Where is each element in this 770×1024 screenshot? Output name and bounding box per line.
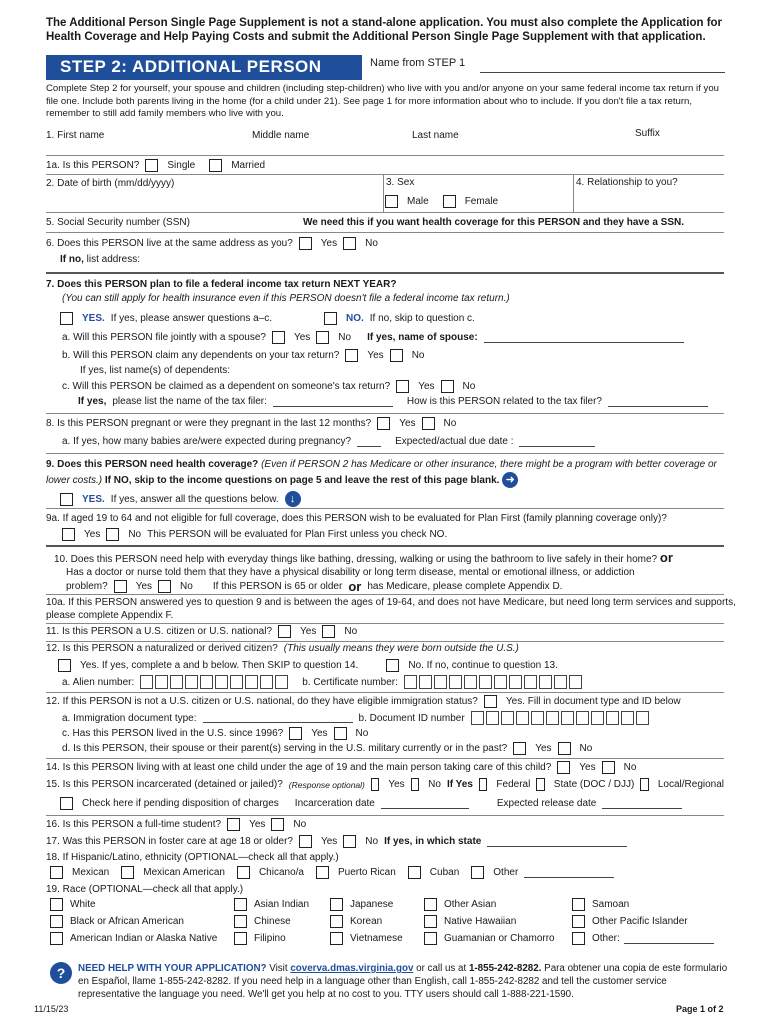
q10-yes-checkbox[interactable] [114, 580, 127, 593]
q7c-no-checkbox[interactable] [441, 380, 454, 393]
race-label: Korean [350, 916, 383, 927]
ethnicity-label: Mexican [72, 867, 110, 878]
help-visit: Visit [269, 963, 288, 974]
q9-skip: If NO, skip to the income questions on page 5 and leave the rest of this page blank. [104, 475, 500, 486]
q17-label: 17. Was this PERSON in foster care at age 18 or older? [46, 836, 293, 847]
q13d-label: d. Is this PERSON, their spouse or their parent(s) serving in the U.S. military currently or in the past? [62, 743, 508, 754]
help-call: or call us at [416, 963, 467, 974]
female-label: Female [464, 196, 499, 207]
q16-label: 16. Is this PERSON a full-time student? [46, 819, 222, 830]
race-label: Other: [592, 933, 620, 944]
race-label: White [70, 899, 96, 910]
footer-date: 11/15/23 [34, 1004, 69, 1014]
q14-yes-checkbox[interactable] [557, 761, 570, 774]
q17-ifyes: If yes, in which state [384, 836, 482, 847]
help-rest: Para obtener una copia de este formulario en Español, llame 1-855-242-8282. If you need help in a language other than English, call 1-855-242-8282 and tell the customer service representative the language you need. We'll get you help at no cost to you. TTY users should call 1-888-221-1590. [78, 963, 728, 1000]
race-label: American Indian or Alaska Native [70, 933, 218, 944]
alien-number-field[interactable] [140, 675, 290, 689]
q12-yes-checkbox[interactable] [58, 659, 71, 672]
q7b-yes: Yes [367, 350, 384, 361]
q13c-yes-checkbox[interactable] [289, 727, 302, 740]
pending-label: Check here if pending disposition of charges [82, 798, 279, 809]
q17-no: No [365, 836, 379, 847]
race-label: Asian Indian [254, 899, 310, 910]
race-label: Guamanian or Chamorro [444, 933, 555, 944]
q13-yes-checkbox[interactable] [484, 695, 497, 708]
ethnicity-other-field[interactable] [524, 868, 614, 878]
q7-yes-checkbox[interactable] [60, 312, 73, 325]
married-checkbox[interactable] [209, 159, 222, 172]
q7-no-checkbox[interactable] [324, 312, 337, 325]
q12-no: No. If no, continue to question 13. [408, 660, 558, 671]
q7-label: 7. Does this PERSON plan to file a federal income tax return NEXT YEAR? [46, 279, 397, 290]
q7-no-rest: If no, skip to question c. [369, 313, 475, 324]
intro-text: Complete Step 2 for yourself, your spouse and children (including step-children) who live with you and/or anyone on your same federal income tax return if you file one. Include both parents living in the home (for a child under 21). See page 1 for more information about who to include. If you don't file a tax return, remember to still add family members who live with you. [46, 83, 719, 119]
ssn-note: We need this if you want health coverage for this PERSON and they have a SSN. [303, 217, 685, 228]
q6-no-label: No [365, 238, 378, 249]
ethnicity-checkbox[interactable] [121, 866, 134, 879]
race-label: Japanese [350, 899, 394, 910]
race-checkbox[interactable] [330, 898, 343, 911]
q15-no: No [428, 779, 441, 790]
q15-note: (Response optional) [288, 779, 365, 790]
notice-text: The Additional Person Single Page Supplement is not a stand-alone application. You must also complete the Application for Health Coverage and Help Paying Costs and submit the Additional Person Single Page Supplement with that application. [46, 17, 723, 43]
single-label: Single [167, 160, 196, 171]
q7c-related-label: How is this PERSON related to the tax filer? [406, 396, 602, 407]
certificate-number-label: b. Certificate number: [302, 676, 398, 688]
q7c-filer-label: please list the name of the tax filer: [112, 396, 267, 407]
q13-yes: Yes. Fill in document type and ID below [505, 696, 681, 707]
divider [46, 155, 724, 156]
single-checkbox[interactable] [145, 159, 158, 172]
q16-no: No [293, 819, 307, 830]
race-label: Other Asian [444, 899, 497, 910]
q14-no-checkbox[interactable] [602, 761, 615, 774]
q10-or-2: or [348, 579, 362, 594]
footer-page: Page 1 of 2 [676, 1004, 724, 1014]
q14-no: No [623, 762, 637, 773]
q9a-label: 9a. If aged 19 to 64 and not eligible for full coverage, does this PERSON wish to be evaluated for Plan First (family planning coverage only)? [46, 513, 667, 524]
q13-label: 12. If this PERSON is not a U.S. citizen or U.S. national, do they have eligible immigration status? [46, 696, 478, 707]
q7a-no: No [338, 332, 352, 343]
pending-checkbox[interactable] [60, 797, 73, 810]
q18-label: 18. If Hispanic/Latino, ethnicity (OPTIONAL—check all that apply.) [46, 852, 339, 863]
local-checkbox[interactable] [640, 778, 648, 791]
q6-yes-checkbox[interactable] [299, 237, 312, 250]
q11-label: 11. Is this PERSON a U.S. citizen or U.S. national? [46, 626, 273, 637]
q7a-no-checkbox[interactable] [316, 331, 329, 344]
q16-yes-checkbox[interactable] [227, 818, 240, 831]
q13d-yes: Yes [535, 743, 552, 754]
ethnicity-checkbox[interactable] [316, 866, 329, 879]
help-icon: ? [50, 962, 72, 984]
q8a-label: a. If yes, how many babies are/were expected during pregnancy? [62, 436, 352, 447]
q13d-yes-checkbox[interactable] [513, 742, 526, 755]
race-checkbox[interactable] [234, 932, 247, 945]
arrow-down-icon: ↓ [285, 491, 301, 507]
q7-yes-rest: If yes, please answer questions a–c. [110, 313, 272, 324]
q19-label: 19. Race (OPTIONAL—check all that apply.) [46, 884, 244, 895]
q8-no: No [443, 418, 457, 429]
doc-id-label: b. Document ID number [358, 712, 465, 724]
race-checkbox[interactable] [424, 932, 437, 945]
race-checkbox[interactable] [234, 915, 247, 928]
q10-no-checkbox[interactable] [158, 580, 171, 593]
q9a-no: No [128, 529, 142, 540]
middle-name-label: Middle name [252, 130, 310, 141]
q10-line3: problem? [66, 581, 108, 592]
help-phone: 1-855-242-8282. [468, 963, 542, 974]
q10-yes: Yes [135, 581, 153, 592]
q7a-yes-checkbox[interactable] [272, 331, 285, 344]
q7-no: NO. [346, 313, 364, 324]
first-name-label: 1. First name [46, 130, 105, 141]
ethnicity-checkbox[interactable] [471, 866, 484, 879]
arrow-right-icon: ➜ [502, 472, 518, 488]
race-checkbox[interactable] [50, 932, 63, 945]
federal-label: Federal [496, 779, 531, 790]
q1a-label: 1a. Is this PERSON? [46, 160, 140, 171]
q10-label: 10. Does this PERSON need help with everyday things like bathing, dressing, walking or using the bathroom to live safely in their home? [54, 554, 658, 565]
q9a-yes-checkbox[interactable] [62, 528, 75, 541]
release-date-label: Expected release date [496, 798, 597, 809]
q7b-list-label: If yes, list name(s) of dependents: [80, 365, 231, 376]
race-label: Other Pacific Islander [592, 916, 688, 927]
q6-yes-label: Yes [320, 238, 338, 249]
dob-label: 2. Date of birth (mm/dd/yyyy) [46, 178, 175, 189]
q11-no-checkbox[interactable] [322, 625, 335, 638]
suffix-label: Suffix [635, 128, 660, 139]
race-checkbox[interactable] [234, 898, 247, 911]
q7b-yes-checkbox[interactable] [345, 349, 358, 362]
q7c-yes: Yes [418, 381, 435, 392]
federal-checkbox[interactable] [479, 778, 487, 791]
q7a-label: a. Will this PERSON file jointly with a spouse? [62, 332, 266, 343]
race-checkbox[interactable] [424, 898, 437, 911]
race-label: Black or African American [70, 916, 184, 927]
q8-due-label: Expected/actual due date : [395, 436, 514, 447]
race-checkbox[interactable] [50, 898, 63, 911]
immigration-doc-label: a. Immigration document type: [62, 712, 197, 724]
local-label: Local/Regional [657, 779, 725, 790]
race-label: Samoan [592, 899, 630, 910]
q7b-no-checkbox[interactable] [390, 349, 403, 362]
race-checkbox[interactable] [572, 915, 585, 928]
state-checkbox[interactable] [536, 778, 544, 791]
race-checkbox[interactable] [572, 898, 585, 911]
married-label: Married [231, 160, 266, 171]
certificate-number-field[interactable] [404, 675, 584, 689]
q7-yes: YES. [82, 313, 105, 324]
q13c-yes: Yes [311, 728, 328, 739]
q11-yes: Yes [300, 626, 317, 637]
q8-label: 8. Is this PERSON pregnant or were they pregnant in the last 12 months? [46, 418, 372, 429]
q7-sub: (You can still apply for health insurance even if this PERSON doesn't file a federal income tax return.) [62, 293, 510, 304]
state-label: State (DOC / DJJ) [553, 779, 635, 790]
q12-yes: Yes. If yes, complete a and b below. Then SKIP to question 14. [80, 660, 359, 671]
q9-note: (Even if PERSON 2 has Medicare or other insurance, there might be a program with better coverage or lower costs.) [46, 459, 717, 486]
q13d-no-checkbox[interactable] [558, 742, 571, 755]
help-title: NEED HELP WITH YOUR APPLICATION? [78, 963, 267, 974]
q15-ifyes: If Yes [446, 779, 473, 790]
q15-no-checkbox[interactable] [411, 778, 419, 791]
q9a-no-rest: This PERSON will be evaluated for Plan First unless you check NO. [147, 529, 448, 540]
q8-yes-checkbox[interactable] [377, 417, 390, 430]
step-banner: STEP 2: ADDITIONAL PERSON [46, 55, 362, 80]
sex-label: 3. Sex [386, 177, 415, 188]
q9-yes: YES. [82, 493, 105, 505]
spouse-name-field[interactable] [484, 333, 684, 343]
q10-no: No [180, 581, 193, 592]
race-label: Chinese [254, 916, 291, 927]
q12-no-checkbox[interactable] [386, 659, 399, 672]
race-label: Vietnamese [350, 933, 403, 944]
q7a-yes: Yes [293, 332, 311, 343]
alien-number-label: a. Alien number: [62, 676, 135, 688]
race-other-field[interactable] [624, 934, 714, 944]
q17-yes-checkbox[interactable] [299, 835, 312, 848]
q10-or: or [659, 550, 673, 565]
q10-line3b: If this PERSON is 65 or older [212, 581, 343, 592]
q9-label: 9. Does this PERSON need health coverage? [46, 459, 259, 470]
q13c-no-checkbox[interactable] [334, 727, 347, 740]
babies-field[interactable] [357, 437, 381, 447]
race-label: Filipino [254, 933, 286, 944]
q7c-no: No [462, 381, 476, 392]
ethnicity-label: Puerto Rican [337, 867, 396, 878]
due-date-field[interactable] [519, 437, 595, 447]
q13c-no: No [355, 728, 369, 739]
q16-yes: Yes [249, 819, 266, 830]
q9a-no-checkbox[interactable] [106, 528, 119, 541]
q7c-label: c. Will this PERSON be claimed as a dependent on someone's tax return? [62, 381, 391, 392]
q15-yes: Yes [388, 779, 405, 790]
q6-label: 6. Does this PERSON live at the same address as you? [46, 238, 293, 249]
q7b-no: No [411, 350, 425, 361]
last-name-label: Last name [412, 130, 459, 141]
q12-note: (This usually means they were born outside the U.S.) [283, 643, 519, 654]
release-date-field[interactable] [602, 799, 682, 809]
q10-line3c: has Medicare, please complete Appendix D. [367, 581, 563, 592]
q9-yes-checkbox[interactable] [60, 493, 73, 506]
q7a-spouse-label: If yes, name of spouse: [367, 332, 478, 343]
ethnicity-label: Chicano/a [258, 867, 304, 878]
ssn-label: 5. Social Security number (SSN) [46, 217, 190, 228]
q11-no: No [344, 626, 358, 637]
q14-yes: Yes [579, 762, 596, 773]
q11-yes-checkbox[interactable] [278, 625, 291, 638]
foster-state-field[interactable] [487, 837, 627, 847]
ethnicity-checkbox[interactable] [237, 866, 250, 879]
ethnicity-checkbox[interactable] [50, 866, 63, 879]
q8-yes: Yes [399, 418, 416, 429]
race-checkbox[interactable] [330, 915, 343, 928]
q6-no-checkbox[interactable] [343, 237, 356, 250]
q9-yes-rest: If yes, answer all the questions below. [110, 493, 279, 505]
race-checkbox[interactable] [424, 915, 437, 928]
relationship-label: 4. Relationship to you? [576, 177, 678, 188]
ethnicity-checkbox[interactable] [408, 866, 421, 879]
q7c-ifyes: If yes, [78, 396, 107, 407]
q16-no-checkbox[interactable] [271, 818, 284, 831]
name-from-step1-field[interactable] [480, 72, 725, 73]
incarceration-date-label: Incarceration date [294, 798, 375, 809]
ethnicity-label: Other [493, 867, 519, 878]
q6-ifno-rest: list address: [86, 254, 141, 265]
tax-filer-relation-field[interactable] [608, 397, 708, 407]
name-from-step1-label: Name from STEP 1 [370, 57, 466, 69]
q12-label: 12. Is this PERSON a naturalized or derived citizen? [46, 643, 278, 654]
ethnicity-label: Cuban [429, 867, 460, 878]
ethnicity-label: Mexican American [143, 867, 225, 878]
tax-filer-field[interactable] [273, 397, 393, 407]
q17-no-checkbox[interactable] [343, 835, 356, 848]
q7b-label: b. Will this PERSON claim any dependents on your tax return? [62, 350, 340, 361]
q8-no-checkbox[interactable] [422, 417, 435, 430]
incarceration-date-field[interactable] [381, 799, 469, 809]
q15-label: 15. Is this PERSON incarcerated (detained or jailed)? [46, 779, 283, 790]
q17-yes: Yes [320, 836, 338, 847]
race-checkbox[interactable] [572, 932, 585, 945]
q13c-label: c. Has this PERSON lived in the U.S. since 1996? [62, 728, 284, 739]
q6-ifno: If no, [60, 254, 84, 265]
immigration-doc-field[interactable] [203, 713, 353, 723]
male-label: Male [407, 196, 429, 207]
race-checkbox[interactable] [50, 915, 63, 928]
q10a-label: 10a. If this PERSON answered yes to question 9 and is between the ages of 19-64, and does not have Medicare, but need long term services and supports, please complete Appendix F. [46, 597, 736, 621]
q15-yes-checkbox[interactable] [371, 778, 379, 791]
q9a-yes: Yes [84, 529, 101, 540]
doc-id-field[interactable] [471, 711, 651, 725]
q7c-yes-checkbox[interactable] [396, 380, 409, 393]
female-checkbox[interactable] [443, 195, 456, 208]
race-label: Native Hawaiian [444, 916, 517, 927]
male-checkbox[interactable] [385, 195, 398, 208]
race-checkbox[interactable] [330, 932, 343, 945]
q14-label: 14. Is this PERSON living with at least one child under the age of 19 and the main person taking care of this child? [46, 762, 552, 773]
help-url-link[interactable]: coverva.dmas.virginia.gov [290, 963, 414, 974]
q13d-no: No [579, 743, 593, 754]
q10-line2: Has a doctor or nurse told them that they have a physical disability or long term disease, mental or emotional illness, or addiction [66, 567, 635, 578]
